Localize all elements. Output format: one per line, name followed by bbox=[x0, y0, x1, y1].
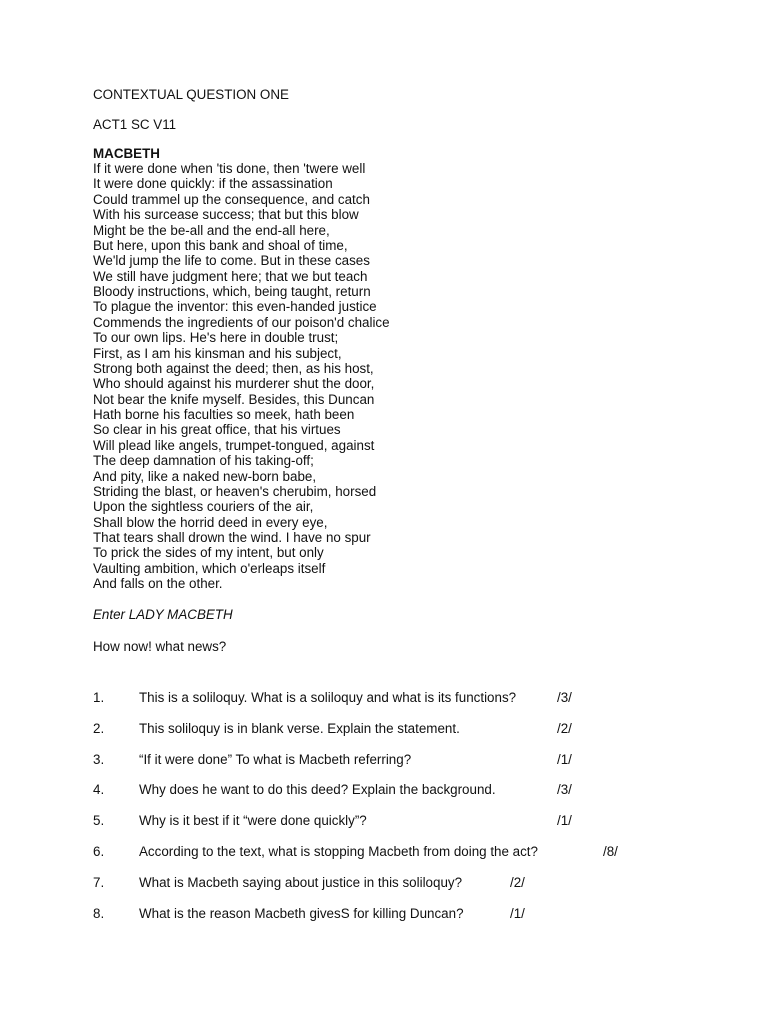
verse-line: Shall blow the horrid deed in every eye, bbox=[93, 514, 328, 530]
question-number: 7. bbox=[93, 875, 105, 890]
question-text: Why is it best if it “were done quickly”? bbox=[139, 813, 367, 828]
verse-line: Who should against his murderer shut the door, bbox=[93, 376, 375, 392]
verse-line: If it were done when 'tis done, then 'twere well bbox=[93, 161, 366, 176]
question-item bbox=[93, 905, 733, 923]
question-text: “If it were done” To what is Macbeth referring? bbox=[139, 752, 412, 767]
verse-line: That tears shall drown the wind. I have no spur bbox=[93, 530, 371, 545]
question-number: 5. bbox=[93, 813, 105, 828]
question-marks: /8/ bbox=[603, 844, 618, 859]
closing-line: How now! what news? bbox=[93, 638, 227, 654]
question-text: Why does he want to do this deed? Explain the background. bbox=[139, 782, 496, 797]
question-number: 2. bbox=[93, 721, 105, 736]
verse-line: Hath borne his faculties so meek, hath been bbox=[93, 407, 355, 422]
question-text: What is Macbeth saying about justice in this soliloquy? bbox=[139, 875, 463, 890]
verse-line: Strong both against the deed; then, as his host, bbox=[93, 360, 374, 376]
verse-line: To prick the sides of my intent, but only bbox=[93, 545, 324, 561]
question-text: This is a soliloquy. What is a soliloquy and what is its functions? bbox=[139, 690, 517, 705]
question-item bbox=[93, 751, 733, 769]
question-marks: /1/ bbox=[557, 752, 572, 767]
question-marks: /3/ bbox=[557, 690, 572, 705]
verse-line: Will plead like angels, trumpet-tongued, against bbox=[93, 437, 375, 453]
verse-line: To plague the inventor: this even-handed justice bbox=[93, 299, 377, 315]
question-item bbox=[93, 720, 733, 738]
question-item bbox=[93, 843, 733, 861]
document-title: CONTEXTUAL QUESTION ONE bbox=[93, 87, 289, 102]
verse-line: Vaulting ambition, which o'erleaps itself bbox=[93, 560, 326, 576]
question-item bbox=[93, 781, 733, 799]
speaker-name: MACBETH bbox=[93, 146, 160, 161]
question-marks: /2/ bbox=[510, 875, 525, 890]
verse-line: Striding the blast, or heaven's cherubim, horsed bbox=[93, 483, 377, 499]
verse-line: Not bear the knife myself. Besides, this Duncan bbox=[93, 391, 375, 407]
question-item bbox=[93, 812, 733, 830]
verse-line: With his surcease success; that but this blow bbox=[93, 207, 359, 223]
question-text: What is the reason Macbeth givesS for killing Duncan? bbox=[139, 906, 464, 921]
verse-line: First, as I am his kinsman and his subject, bbox=[93, 345, 342, 361]
verse-line: And pity, like a naked new-born babe, bbox=[93, 468, 317, 484]
verse-line: The deep damnation of his taking-off; bbox=[93, 453, 314, 469]
scene-reference: ACT1 SC V11 bbox=[93, 117, 177, 132]
verse-line: We still have judgment here; that we but teach bbox=[93, 268, 368, 284]
question-number: 1. bbox=[93, 690, 105, 705]
document-page bbox=[93, 86, 733, 656]
verse-line: Bloody instructions, which, being taught, return bbox=[93, 284, 371, 299]
soliloquy-text bbox=[93, 161, 733, 592]
question-marks: /3/ bbox=[557, 782, 572, 797]
verse-line: And falls on the other. bbox=[93, 576, 223, 592]
question-text: According to the text, what is stopping Macbeth from doing the act? bbox=[139, 844, 538, 859]
verse-line: Upon the sightless couriers of the air, bbox=[93, 499, 314, 515]
question-marks: /1/ bbox=[557, 813, 572, 828]
verse-line: But here, upon this bank and shoal of time, bbox=[93, 237, 348, 253]
question-marks: /1/ bbox=[510, 906, 525, 921]
question-item bbox=[93, 874, 733, 892]
verse-line: It were done quickly: if the assassination bbox=[93, 176, 333, 192]
question-item bbox=[93, 689, 733, 707]
verse-line: Commends the ingredients of our poison'd chalice bbox=[93, 314, 390, 330]
stage-direction: Enter LADY MACBETH bbox=[93, 606, 233, 622]
question-marks: /2/ bbox=[557, 721, 572, 736]
verse-line: So clear in his great office, that his virtues bbox=[93, 422, 341, 438]
question-number: 3. bbox=[93, 752, 105, 767]
question-number: 8. bbox=[93, 906, 105, 921]
verse-line: Might be the be-all and the end-all here, bbox=[93, 222, 330, 238]
question-text: This soliloquy is in blank verse. Explain the statement. bbox=[139, 721, 460, 736]
verse-line: To our own lips. He's here in double trust; bbox=[93, 330, 339, 346]
verse-line: Could trammel up the consequence, and catch bbox=[93, 191, 370, 207]
question-number: 4. bbox=[93, 782, 105, 797]
question-number: 6. bbox=[93, 844, 105, 859]
verse-line: We'ld jump the life to come. But in these cases bbox=[93, 253, 370, 269]
